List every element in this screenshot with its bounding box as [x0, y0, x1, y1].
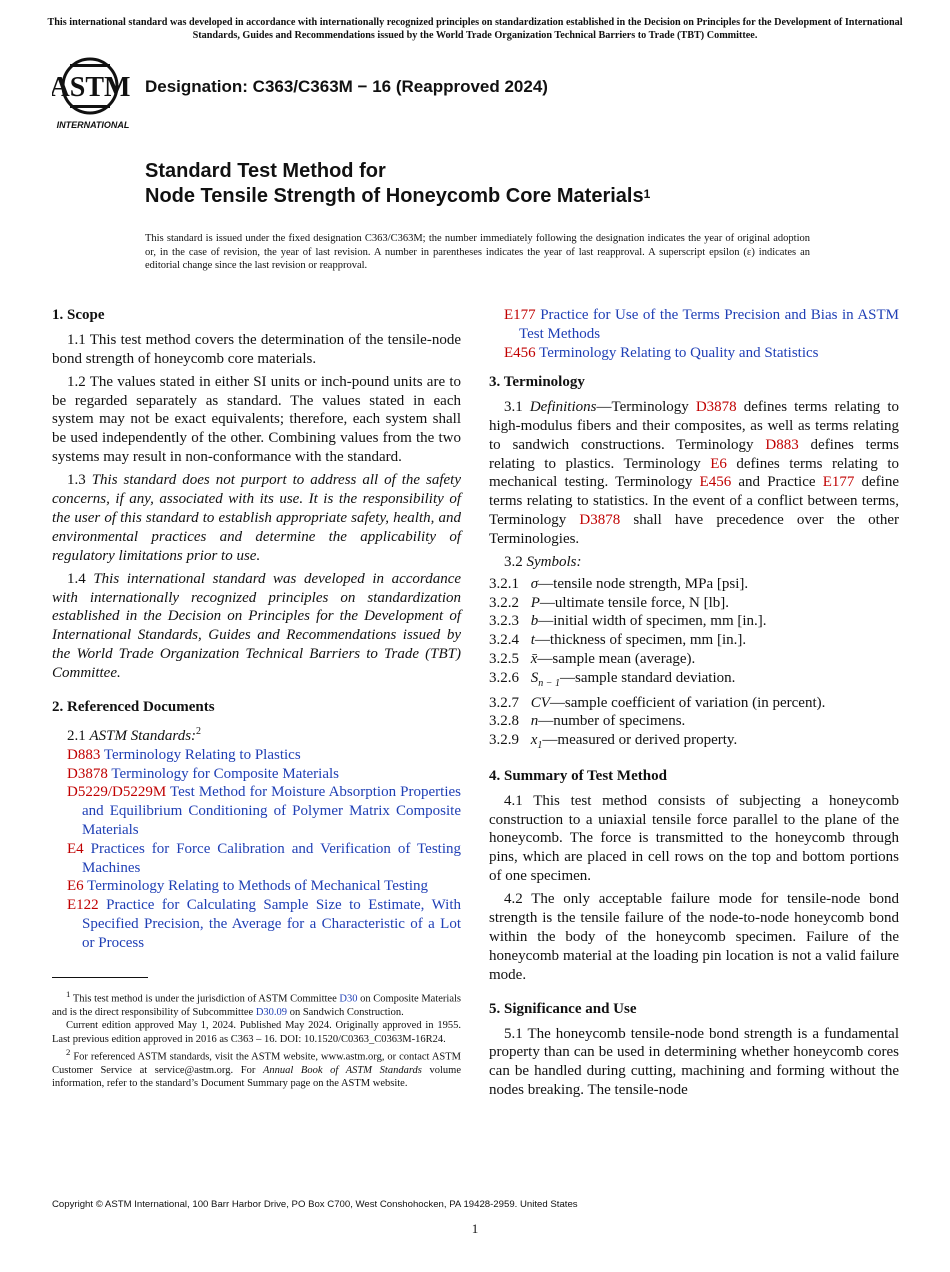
left-column [52, 306, 461, 953]
link-d30-09[interactable]: D30.09 [255, 1006, 288, 1018]
paragraph-1-3: 1.3 This standard does not purport to address all of the safety concerns, if any, associated with its use. It is the responsibility of the user of this standard to establish appropriate safety, health, and environmental practices and determine the applicability of regulatory limitations prior to use. [52, 472, 462, 564]
footnote-2: $^2$ For referenced ASTM standards, visit the ASTM website, www.astm.org, or contact ASTM Customer Service at service@astm.org. For Annual Book of ASTM Standards volume information, refer to the standard’s Document Summary page on the ASTM website. [52, 1047, 461, 1090]
link-e6[interactable]: E6 [710, 455, 727, 472]
page-number: 1 [471, 1221, 479, 1236]
paragraph-4-1: 4.1 This test method consists of subjecting a honeycomb construction to a uniaxial tensile force parallel to the plane of the honeycomb. The force is transmitted to the honeycomb through pins, which are placed in cell rows on the top and bottom portions of one specimen. [489, 792, 899, 885]
section-heading-significance: 5. Significance and Use [489, 1000, 637, 1017]
reference-e177[interactable]: E177 Practice for Use of the Terms Precision and Bias in ASTM Test Methods [504, 307, 900, 342]
link-d883[interactable]: D883 [765, 436, 799, 453]
copyright-notice: Copyright © ASTM International, 100 Barr Harbor Drive, PO Box C700, West Conshohocken, PA 19428-2959. United States [52, 1199, 578, 1210]
footnote-1-edition: Current edition approved May 1, 2024. Published May 2024. Originally approved in 1955. Last previous edition approved in 2016 as C363 – 16. DOI: 10.1520/C0363_C0363M-16R24. [52, 1020, 461, 1045]
footnote-1: $^1$ This test method is under the jurisdiction of ASTM Committee D30 on Composite Materials and is the direct responsibility of Subcommittee D30.09 on Sandwich Construction. [52, 989, 461, 1018]
symbols-subheading: 3.2 Symbols: [504, 554, 582, 571]
symbol-item: 3.2.6 $S_{n - 1}—sample$ standard deviation. [489, 669, 736, 689]
title-footnote-mark: 1 [643, 187, 651, 201]
reference-e456[interactable]: E456 Terminology Relating to Quality and Statistics [504, 344, 819, 361]
symbol-item: 3.2.9 $x_1—measured$ or derived property. [489, 732, 738, 752]
reference-d5229[interactable]: D5229/D5229M Test Method for Moisture Absorption Properties and Equilibrium Conditioning of Polymer Matrix Composite Materials [67, 784, 461, 838]
section-heading-summary: 4. Summary of Test Method [489, 768, 667, 785]
section-heading-referenced-documents: 2. Referenced Documents [52, 699, 215, 716]
symbol-item: 3.2.1 σ—tensile node strength, MPa [psi]. [489, 575, 749, 592]
title-line-2: Node Tensile Strength of Honeycomb Core Materials$^1$ [145, 185, 651, 207]
page-title [145, 159, 650, 209]
footnotes [52, 988, 461, 1091]
link-d3878-2[interactable]: D3878 [579, 511, 621, 528]
link-d3878[interactable]: D3878 [695, 399, 737, 416]
paragraph-1-4: 1.4 This international standard was developed in accordance with internationally recognized principles on standardization established in the Decision on Principles for the Development of International Standards, Guides and Recommendations issued by the World Trade Organization Technical Barriers to Trade (TBT) Committee. [52, 570, 462, 681]
right-column [489, 306, 899, 1104]
reference-e4[interactable]: E4 Practices for Force Calibration and Verification of Testing Machines [67, 840, 461, 876]
symbol-item: 3.2.2 P—ultimate tensile force, N [lb]. [489, 594, 730, 611]
title-line-1: Standard Test Method for [145, 160, 386, 182]
symbol-item: 3.2.4 t—thickness of specimen, mm [in.]. [489, 632, 747, 649]
svg-text:ASTM: ASTM [52, 72, 131, 103]
section-heading-scope: 1. Scope [52, 307, 105, 323]
section-heading-terminology: 3. Terminology [489, 374, 585, 391]
paragraph-3-1: 3.1 Definitions—Terminology D3878 defines terms relating to high-modulus fibers and their composites, as well as terms relating to sandwich constructions. Terminology D883 defines terms relating to plastics. Terminology E6 defines terms relating to mechanical testing. Terminology E456 and Practice E177 define terms relating to statistics. In the event of a conflict between terms, Terminology D3878 shall have precedence over the other Terminologies. [489, 399, 900, 547]
symbol-item: 3.2.5 x̄—sample mean (average). [489, 651, 696, 668]
astm-logo-icon [52, 56, 134, 132]
paragraph-1-1: 1.1 This test method covers the determination of the tensile-node bond strength of honeycomb core materials. [52, 331, 461, 367]
astm-standards-subheading: 2.1 ASTM Standards:$^2$ [67, 725, 202, 744]
link-d30[interactable]: D30 [339, 993, 358, 1005]
link-e456[interactable]: E456 [699, 474, 732, 491]
paragraph-5-1: 5.1 The honeycomb tensile-node bond strength is a fundamental property than can be used in determining whether honeycomb cores can be handled during cutting, machining and forming without the nodes breaking. The tensile-node [489, 1025, 899, 1098]
paragraph-1-2: 1.2 The values stated in either SI units or inch-pound units are to be regarded separately as standard. The values stated in each system may not be exact equivalents; therefore, each system shall be used independently of the other. Combining values from the two systems may result in non-conformance with the standard. [52, 373, 461, 466]
top-notice: This international standard was developed in accordance with internationally recognized principles on standardization established in the Decision on Principles for the Development of International Standards, Guides and Recommendations issued by the World Trade Organization Technical Barriers to Trade (TBT) Committee. [47, 17, 903, 41]
logo-text: INTERNATIONAL [56, 120, 130, 130]
symbol-item: 3.2.3 b—initial width of specimen, mm [in.]. [489, 613, 767, 630]
footnote-rule [52, 977, 148, 978]
symbol-item: 3.2.8 n—number of specimens. [489, 713, 686, 730]
symbol-item: 3.2.7 CV—sample coefficient of variation (in percent). [489, 694, 826, 711]
link-e177[interactable]: E177 [822, 474, 855, 491]
issued-note: This standard is issued under the fixed designation C363/C363M; the number immediately following the designation indicates the year of original adoption or, in the case of revision, the year of last revision. A number in parentheses indicates the year of last reapproval. A superscript epsilon (ε) indicates an editorial change since the last revision or reapproval. [145, 233, 810, 272]
astm-logo [52, 56, 134, 132]
designation: Designation: C363/C363M − 16 (Reapproved 2024) [145, 77, 548, 96]
reference-d3878[interactable]: D3878 Terminology for Composite Materials [67, 765, 339, 782]
reference-e122[interactable]: E122 Practice for Calculating Sample Size to Estimate, With Specified Precision, the Average for a Characteristic of a Lot or Process [67, 897, 461, 951]
reference-e6[interactable]: E6 Terminology Relating to Methods of Mechanical Testing [67, 878, 429, 895]
reference-d883[interactable]: D883 Terminology Relating to Plastics [67, 746, 301, 763]
paragraph-4-2: 4.2 The only acceptable failure mode for tensile-node bond strength is the tensile failure of the node-to-node honeycomb bond within the body of the honeycomb specimen. Failure of the honeycomb material at the loading pin location is not a valid failure mode. [489, 891, 899, 983]
